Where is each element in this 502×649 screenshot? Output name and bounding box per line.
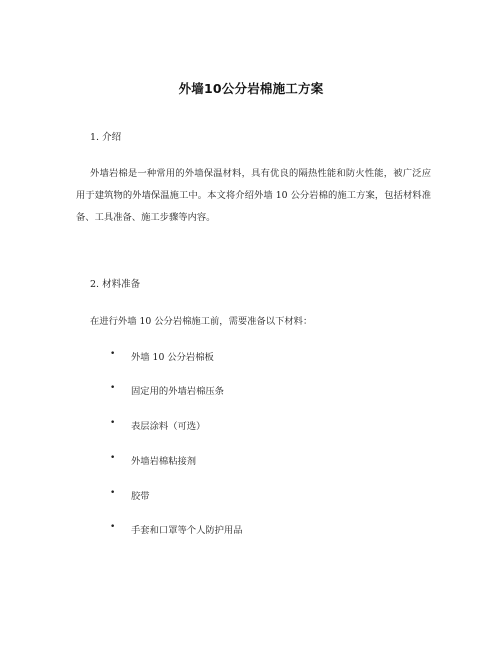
list-item [0,522,400,536]
list-item [0,418,400,432]
bullet-icon: • [110,418,116,428]
bullet-icon: • [110,488,116,498]
introduction-paragraph: 外墙岩棉是一种常用的外墙保温材料，具有优良的隔热性能和防火性能，被广泛应用于建筑物的外墙保温施工中。本文将介绍外墙 10 公分岩棉的施工方案，包括材料准备、工具准备、施工步骤等内容。 [76,168,431,223]
bullet-icon: • [110,349,116,359]
list-item [0,349,400,363]
list-item-text: 外墙岩棉粘接剂 [131,456,197,467]
bullet-icon: • [110,522,116,532]
list-item-text: 胶带 [131,491,150,502]
bullet-icon: • [110,383,116,393]
list-item-text: 手套和口罩等个人防护用品 [131,525,243,536]
list-item-text: 表层涂料（可选） [131,421,206,432]
list-item [0,488,400,502]
section-heading-introduction: 1. 介绍 [90,132,122,143]
bullet-icon: • [110,453,116,463]
section-heading-materials: 2. 材料准备 [90,279,141,290]
list-item-text: 外墙 10 公分岩棉板 [131,352,214,363]
document-title: 外墙10公分岩棉施工方案 [178,81,324,96]
materials-intro: 在进行外墙 10 公分岩棉施工前，需要准备以下材料： [90,316,313,327]
list-item [0,383,400,397]
list-item-text: 固定用的外墙岩棉压条 [131,386,224,397]
list-item [0,453,400,467]
